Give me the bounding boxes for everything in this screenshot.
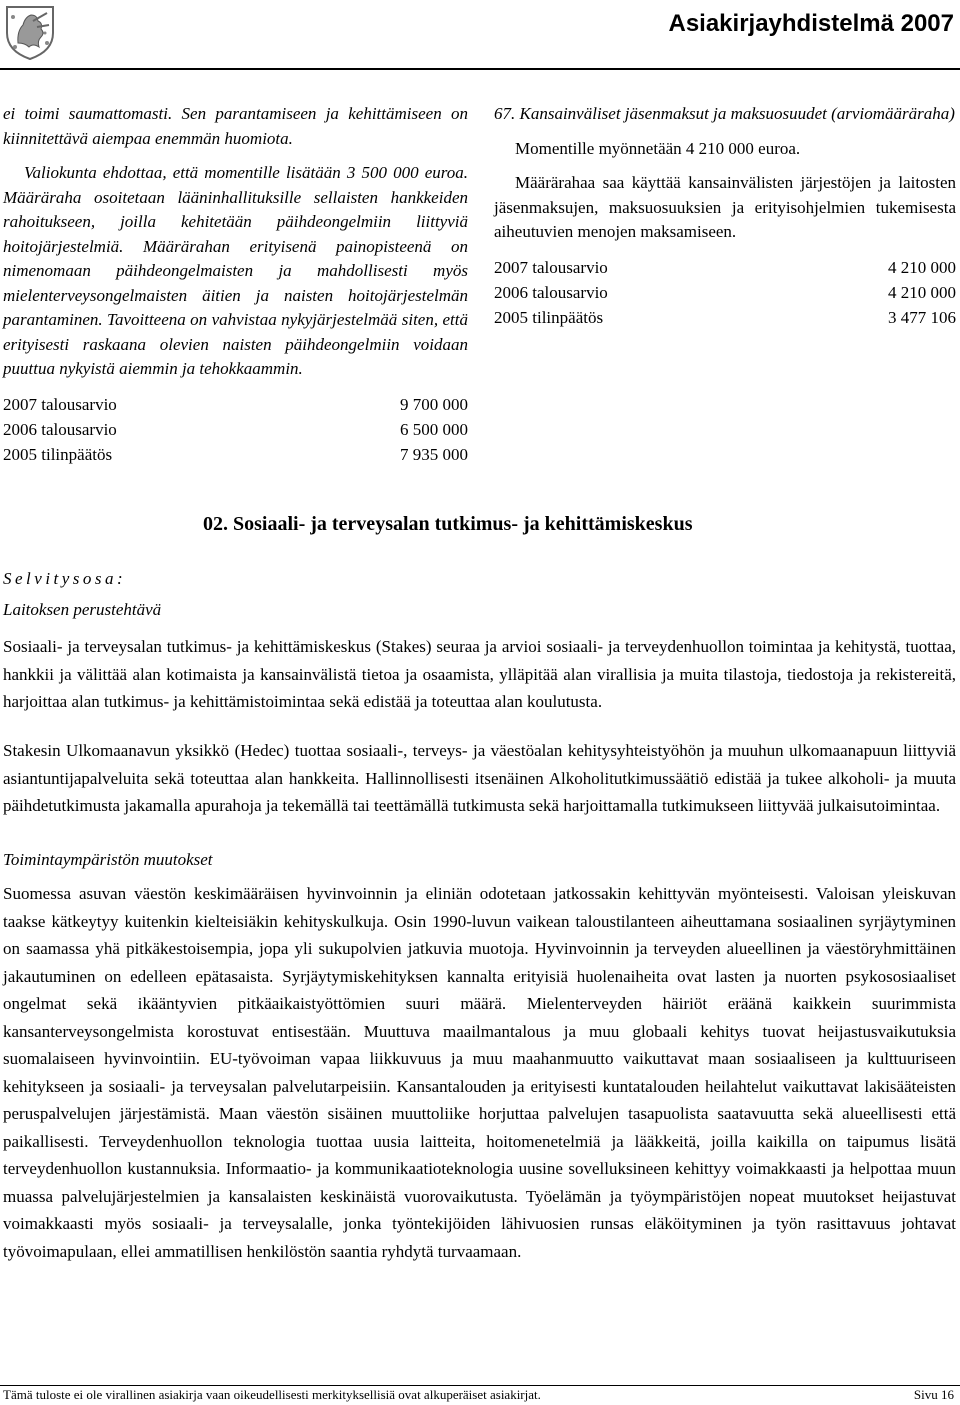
left-column [3, 102, 468, 467]
budget-label: 2007 talousarvio [3, 394, 117, 414]
toimintaymparisto-subheading: Toimintaympäristön muutokset [3, 850, 213, 869]
table-row [494, 280, 956, 305]
selvitysosa-label: Selvitysosa: [3, 569, 127, 588]
laitos-subheading: Laitoksen perustehtävä [3, 600, 162, 619]
budget-value: 4 210 000 [888, 257, 956, 277]
document-title: Asiakirjayhdistelmä 2007 [668, 10, 954, 37]
budget-value: 3 477 106 [888, 307, 956, 327]
budget-value: 6 500 000 [400, 419, 468, 439]
section-para-2: Stakesin Ulkomaanavun yksikkö (Hedec) tuottaa sosiaali-, terveys- ja väestöalan kehitysyhteistyöhön ja muuhun ulkomaanapuun liittyviä asiantuntijapalveluita sekä toteuttaa alan hankkeita. Hallinnollisesti itsenäinen Alkoholitutkimussäätiö edistää ja tukee alkoholi- ja muuta päihdetutkimusta jakamalla apurahoja ja tekemällä tai teettämällä tutkimusta sekä harjoittamalla tutkimukseen liittyvää julkaisutoimintaa. [3, 741, 956, 815]
page-header [0, 0, 960, 80]
section-heading: 02. Sosiaali- ja terveysalan tutkimus- ja kehittämiskeskus [203, 513, 693, 535]
table-row [3, 392, 468, 417]
budget-value: 4 210 000 [888, 282, 956, 302]
table-row [3, 442, 468, 467]
footer-note: Tämä tuloste ei ole virallinen asiakirja vaan oikeudellisesti merkityksellisiä ovat alkuperäiset asiakirjat. [3, 1387, 541, 1402]
section-para-1: Sosiaali- ja terveysalan tutkimus- ja kehittämiskeskus (Stakes) seuraa ja arvioi sosiaali- ja terveydenhuollon toimintaa ja kehitystä, tuottaa, hankkii ja välittää alan kotimaista ja kansainvälistä tietoa ja osaamista, ylläpitää alan virallisia ja muita tilastoja, tiedostoja ja rekistereitä, harjoittaa alan tutkimus- ja kehittämistoimintaa sekä edistää ja toteuttaa alan koulutusta. [3, 637, 956, 711]
page-number: Sivu 16 [913, 1387, 954, 1402]
footer-rule [0, 1385, 960, 1386]
coat-of-arms-logo [3, 3, 57, 61]
budget-label: 2007 talousarvio [494, 257, 608, 277]
left-para-1: ei toimi saumattomasti. Sen parantamiseen ja kehittämiseen on kiinnitettävä aiempaa enemmän huomiota. [3, 104, 468, 148]
budget-label: 2006 talousarvio [3, 419, 117, 439]
right-para-1: Momentille myönnetään 4 210 000 euroa. [515, 138, 801, 158]
right-budget-table [494, 255, 956, 330]
budget-label: 2005 tilinpäätös [3, 444, 113, 464]
budget-label: 2005 tilinpäätös [494, 307, 604, 327]
budget-value: 7 935 000 [400, 444, 468, 464]
table-row [494, 305, 956, 330]
right-para-2: Määrärahaa saa käyttää kansainvälisten järjestöjen ja laitosten jäsenmaksujen, maksuosuuksien ja erityisohjelmien tukemisesta aiheutuvien menojen maksamiseen. [494, 173, 956, 241]
left-para-2: Valiokunta ehdottaa, että momentille lisätään 3 500 000 euroa. Määräraha osoitetaan lääninhallituksille sellaisten hankkeiden rahoitukseen, joilla kehitetään päihdeongelmiin liittyviä hoitojärjestelmiä. Määrärahan erityisenä painopisteenä on nimenomaan päihdeongelmaisten ja mahdollisesti myös mielenterveysongelmaisten äitien ja naisten hoitojärjestelmän parantaminen. Tavoitteena on vahvistaa nykyjärjestelmää siten, että erityisesti raskaana olevien naisten päihdeongelmiin voidaan puuttua nykyistä aiemmin ja tehokkaammin. [3, 163, 468, 378]
section-para-3: Suomessa asuvan väestön keskimääräisen hyvinvoinnin ja eliniän odotetaan jatkossakin kehittyvän myönteisesti. Valoisan yleiskuvan taakse kätkeytyy kuitenkin kielteisiäkin kehityskulkuja. Osin 1990-luvun vaikean taloustilanteen aiheuttamana sosiaalinen syrjäytyminen on saamassa yhä pitkäkestoisempia, jopa yli sukupolvien jatkuvia muotoja. Hyvinvoinnin ja terveyden alueellinen ja väestöryhmittäinen jakautuminen on edelleen epätasaista. Syrjäytymiskehityksen kannalta erityisiä huolenaiheita ovat lasten ja nuorten psykososiaaliset ongelmat sekä ikääntyvien pitkäaikaistyöttömien suuri määrä. Mielenterveyden häiriöt eräänä kaikkein suurimmista kansanterveysongelmista korostuvat entisestään. Muuttuva maailmantalous ja muu globaali kehitys tuovat heijastusvaikutuksia suomalaiseen hyvinvointiin. EU-työvoiman vapaa liikkuvuus ja muu maahanmuutto vaikuttavat maan sosiaaliseen ja kulttuuriseen kehitykseen ja sosiaali- ja terveysalan palvelutarpeisiin. Kansantalouden ja erityisesti kuntatalouden heilahtelut vaikuttavat lakisääteisten peruspalvelujen järjestämistä. Maan väestön sisäinen muuttoliike horjuttaa palvelujen tasapuolista saatavuutta sekä alueellisesti että paikallisesti. Terveydenhuollon teknologia tuottaa uusia laitteita, hoitomenetelmiä ja lääkkeitä, joilla kaikilla on taipumus lisätä terveydenhuollon kustannuksia. Informaatio- ja kommunikaatioteknologia uusine sovelluksineen kehittyy voimakkaasti ja helpottaa muun muassa palvelujärjestelmien ja kansalaisten keskinäistä vuorovaikutusta. Työelämän ja työympäristöjen nopeat muutokset heijastuvat voimakkaasti myös sosiaali- ja terveysalalle, jonka työntekijöiden lähivuosien runsas eläköityminen ja työn rasittavuus johtavat työvoimapulaan, ellei ammatillisen henkilöstön saantia ryhdytä turvaamaan. [3, 884, 956, 1261]
item-67-heading: 67. Kansainväliset jäsenmaksut ja maksuosuudet (arviomääräraha) [494, 104, 955, 123]
right-column [494, 102, 956, 330]
budget-label: 2006 talousarvio [494, 282, 608, 302]
table-row [3, 417, 468, 442]
table-row [494, 255, 956, 280]
budget-value: 9 700 000 [400, 394, 468, 414]
header-rule [0, 68, 960, 70]
left-budget-table [3, 392, 468, 467]
